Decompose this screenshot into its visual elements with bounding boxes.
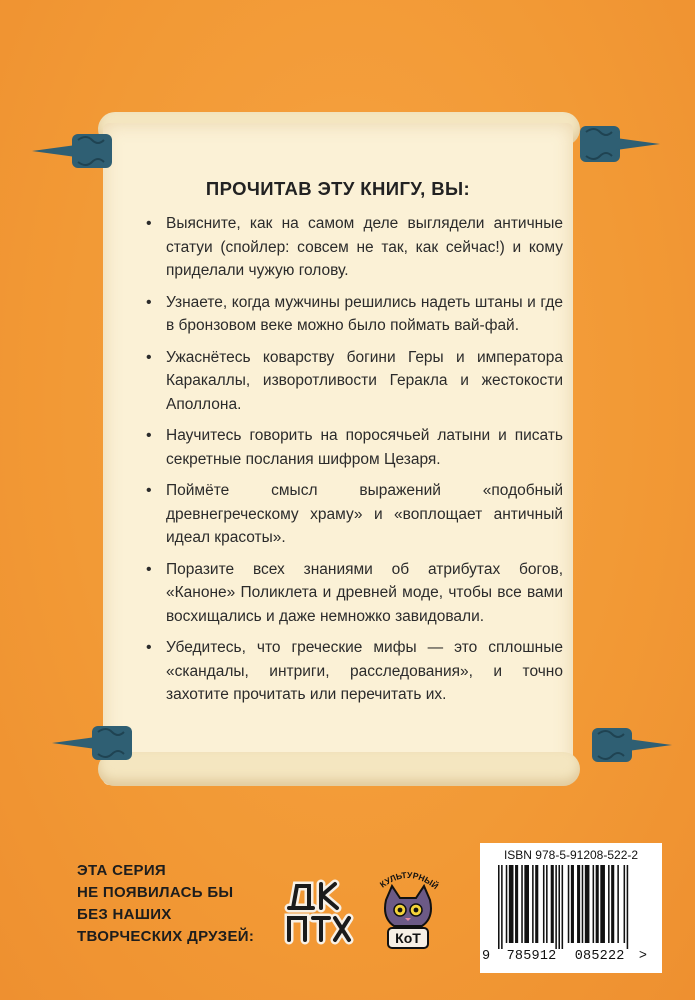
barcode-bar [608, 865, 610, 943]
scroll-rod-top-left-icon [32, 128, 112, 174]
barcode-bar [509, 865, 514, 943]
list-item: • Узнаете, когда мужчины решились надеть штаны и где в бронзовом веке можно было поймать вай-фай. [143, 291, 563, 338]
cat-logo-top-text: КУЛЬТУРНЫЙ [377, 870, 441, 892]
list-item: • Научитесь говорить на поросячьей латыни и писать секретные послания шифром Цезаря. [143, 424, 563, 471]
barcode-digits [482, 949, 660, 964]
barcode-bar [596, 865, 599, 943]
barcode-bar [551, 865, 554, 943]
barcode-arrow: > [638, 949, 648, 964]
scroll-rod-top-right-icon [580, 118, 660, 168]
barcode-bar [555, 865, 557, 949]
barcode-left-digits: 785912 [506, 949, 557, 964]
barcode-right-digits: 085222 [574, 949, 625, 964]
isbn-label: ISBN 978-5-91208-522-2 [503, 848, 639, 862]
barcode-bar [571, 865, 574, 943]
barcode-bar [498, 865, 500, 949]
list-item: • Поразите всех знаниями об атрибутах богов, «Каноне» Поликлета и древней моде, чтобы все вами восхищались и даже немножко завидовали. [143, 558, 563, 629]
cat-logo-icon [372, 870, 444, 952]
scroll-rod-bottom-left-icon [52, 720, 132, 766]
barcode-bar [515, 865, 518, 943]
barcode-bar [585, 865, 590, 943]
list-item: • Ужаснётесь коварству богини Геры и императора Каракаллы, изворотливости Геракла и жестокости Аполлона. [143, 346, 563, 417]
barcode-bar [593, 865, 595, 943]
barcode-bar [627, 865, 629, 949]
barcode-first-digit: 9 [482, 949, 491, 964]
scroll-bottom-curl [98, 752, 580, 786]
barcode-bar [521, 865, 523, 943]
barcode-bar [532, 865, 534, 943]
partners-line: НЕ ПОЯВИЛАСЬ БЫ [77, 884, 234, 901]
barcode-bar [535, 865, 538, 943]
isbn-barcode-block [480, 843, 662, 973]
list-item: • Поймёте смысл выражений «подобный древнегреческому храму» и «воплощает античный идеал красоты». [143, 479, 563, 550]
list-item: • Убедитесь, что греческие мифы — это сплошные «скандалы, интриги, расследования», и точно захотите прочитать или перечитать их. [143, 636, 563, 707]
barcode-bar [611, 865, 614, 943]
barcode-bar [577, 865, 580, 943]
scroll-rod-bottom-right-icon [592, 722, 672, 768]
barcode-bar [617, 865, 619, 943]
barcode-bar [582, 865, 584, 943]
barcode-bar [568, 865, 570, 943]
barcode [496, 865, 646, 949]
benefits-list [143, 212, 563, 715]
scroll-title: ПРОЧИТАВ ЭТУ КНИГУ, ВЫ: [205, 178, 471, 199]
partners-line: ТВОРЧЕСКИХ ДРУЗЕЙ: [77, 928, 255, 945]
barcode-bar [562, 865, 564, 949]
cat-logo-bottom-text: КоТ [395, 930, 421, 946]
barcode-bar [558, 865, 560, 949]
list-item: • Выясните, как на самом деле выглядели античные статуи (спойлер: совсем не так, как сейчас!) и кому приделали чужую голову. [143, 212, 563, 283]
svg-text:КУЛЬТУРНЫЙ [378, 870, 441, 891]
barcode-bar [624, 865, 626, 943]
dk-ptkh-logo [283, 878, 355, 948]
partners-note [77, 860, 254, 948]
barcode-bar [543, 865, 545, 943]
barcode-bar [506, 865, 508, 943]
barcode-bar [600, 865, 605, 943]
partners-line: БЕЗ НАШИХ [77, 906, 172, 923]
barcode-bar [501, 865, 503, 949]
partners-line: ЭТА СЕРИЯ [77, 862, 166, 879]
barcode-bar [524, 865, 529, 943]
barcode-bar [546, 865, 548, 943]
